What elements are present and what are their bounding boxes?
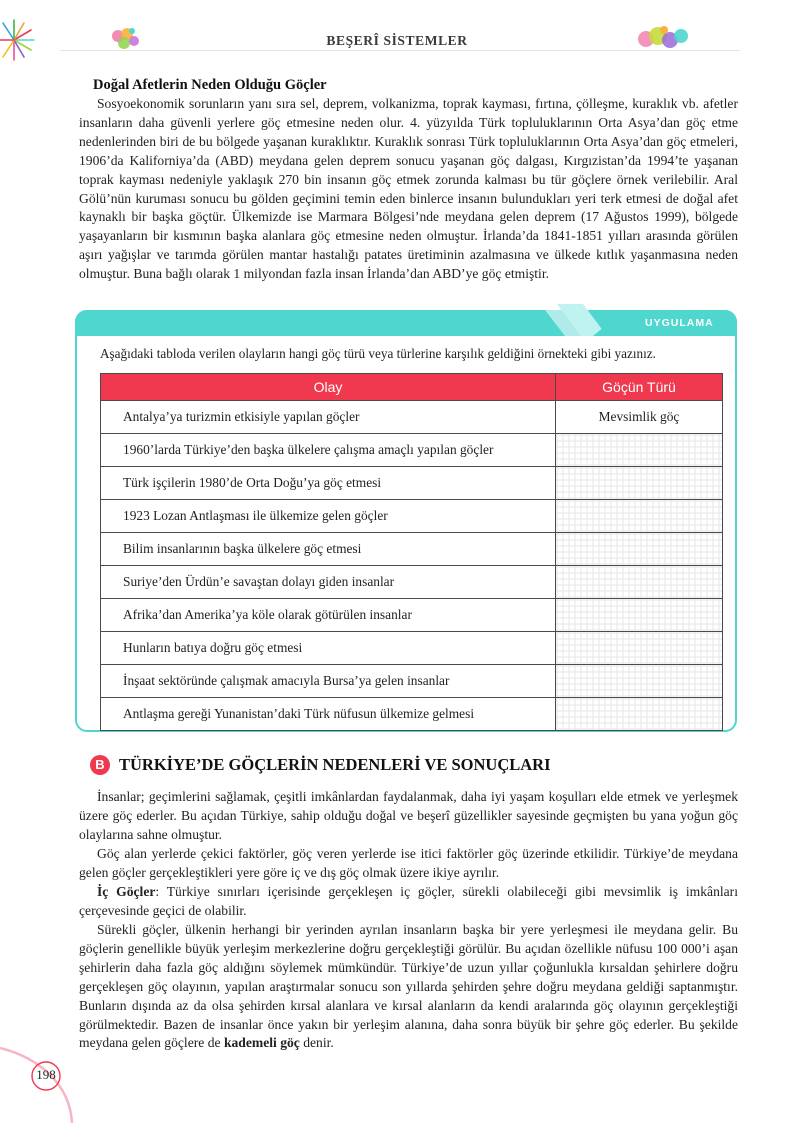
answer-cell[interactable] [556, 632, 723, 665]
body-paragraph [79, 921, 738, 1053]
table-row [101, 566, 723, 599]
table-row [101, 698, 723, 731]
event-cell: Antalya’ya turizmin etkisiyle yapılan göçler [101, 401, 556, 434]
section-b-title: TÜRKİYE’DE GÖÇLERİN NEDENLERİ VE SONUÇLARI [119, 755, 551, 774]
column-header-event: Olay [101, 374, 556, 401]
table-header-row [101, 374, 723, 401]
section-b-badge: B [90, 755, 110, 775]
migration-table [100, 373, 723, 731]
answer-cell[interactable] [556, 467, 723, 500]
answer-cell[interactable] [556, 665, 723, 698]
section-heading: Doğal Afetlerin Neden Olduğu Göçler [93, 77, 327, 93]
answer-cell[interactable] [556, 599, 723, 632]
answer-cell[interactable] [556, 698, 723, 731]
event-cell: Antlaşma gereği Yunanistan’daki Türk nüfusun ülkemize gelmesi [101, 698, 556, 731]
term-kademeli-goc: kademeli göç [223, 1035, 300, 1051]
table-row [101, 599, 723, 632]
header-cluster-right-decoration [636, 24, 692, 54]
table-row [101, 533, 723, 566]
uygulama-instruction: Aşağıdaki tabloda verilen olayların hangi göç türü veya türlerine karşılık geldiğini örnekteki gibi yazınız. [100, 346, 656, 361]
column-header-type: Göçün Türü [556, 374, 723, 401]
answer-cell: Mevsimlik göç [556, 401, 723, 434]
paragraph-text: Sürekli göçler, ülkenin herhangi bir yerinden ayrılan insanların başka bir yere yerleşmesi ile meydana gelir. Bu göçlerin genellikle büyük yerleşim merkezlerine doğru gerçekleştiği görülür. Bu açıdan özellikle nüfusu 100 000’i aşan şehirlerin daha fazla göç aldığını söylemek mümkündür. Türkiye’de uzun yıllar çoğunlukla kırsaldan şehirlere doğru gerçekleşen göç olayının, yapılan araştırmalar sonucu son yıllarda şehirden şehre doğru meydana geldiği saptanmıştır. Bunların dışında az da olsa şehirden kırsal alanlara ve kırsal alanların da kendi aralarında göç olayının gerçekleştiği görülmektedir. Bazen de insanlar önce yakın bir yerleşim alanına, daha sonra büyük bir şehre göç ederler. Bu şekilde meydana gelen göçlere de [79, 922, 738, 1051]
body-paragraph [79, 883, 738, 921]
table-row [101, 434, 723, 467]
answer-cell[interactable] [556, 434, 723, 467]
page-number: 198 [36, 1067, 56, 1082]
table-row [101, 632, 723, 665]
term-ic-gocler: İç Göçler [97, 884, 156, 899]
event-cell: Suriye’den Ürdün’e savaştan dolayı giden insanlar [101, 566, 556, 599]
answer-cell[interactable] [556, 566, 723, 599]
body-paragraph: Göç alan yerlerde çekici faktörler, göç veren yerlerde ise itici faktörler göç üzerinde etkilidir. Türkiye’de meydana gelen göçler gerçekleştikleri yere göre iç ve dış göç olmak üzere ikiye ayrılır. [79, 846, 738, 880]
table-row [101, 500, 723, 533]
body-paragraph: Sosyoekonomik sorunların yanı sıra sel, deprem, volkanizma, toprak kayması, fırtına, çölleşme, kuraklık vb. afetler insanların daha güvenli yerlere göç etmesine neden olur. 4. yüzyılda Türk topluluklarının Orta Asya’dan göç etme nedenlerinden biri de bu bölgede yaşanan kuraklıktır. Kuraklık sonrası Türk topluluklarının Orta Asya’dan göç etmeleri, 1906’da Kaliforniya’da (ABD) meydana gelen deprem sonucu yaşanan göç dalgası, Kırgızistan’da 1994’te yaşanan toprak kayması nedeniyle yaklaşık 270 bin insanın göç etmek zorunda kalması bu tür göçlere örnek verilebilir. Aral Gölü’nün kuruması sonucu bu gölden geçimini temin eden binlerce insanın bulundukları yeri terk etmesi de doğal afet kaynaklı bir başka göçtür. Ülkemizde ise Marmara Bölgesi’nde meydana gelen deprem (17 Ağustos 1999), bölgede yaşayanların bir kısmının başka alanlara göç etmesine neden olmuştur. İrlanda’da 1841-1851 yılları arasında görülen aşırı yağışlar ve tarımda görülen mantar hastalığı patates üretiminin azalmasına ve ülkede kıtlık yaşanmasına neden olmuştur. Buna bağlı olarak 1 milyondan fazla insan İrlanda’dan ABD’ye göç etmiştir. [79, 96, 738, 282]
table-row [101, 401, 723, 434]
table-row [101, 665, 723, 698]
event-cell: Bilim insanlarının başka ülkelere göç etmesi [101, 533, 556, 566]
uygulama-label: UYGULAMA [645, 317, 714, 329]
event-cell: İnşaat sektöründe çalışmak amacıyla Bursa’ya gelen insanlar [101, 665, 556, 698]
table-row [101, 467, 723, 500]
answer-cell[interactable] [556, 533, 723, 566]
event-cell: Türk işçilerin 1980’de Orta Doğu’ya göç etmesi [101, 467, 556, 500]
event-cell: Afrika’dan Amerika’ya köle olarak götürülen insanlar [101, 599, 556, 632]
paragraph-end: denir. [299, 1035, 334, 1051]
event-cell: 1923 Lozan Antlaşması ile ülkemize gelen göçler [101, 500, 556, 533]
uygulama-ribbon-decoration [545, 302, 645, 338]
body-paragraph: İnsanlar; geçimlerini sağlamak, çeşitli imkânlardan faydalanmak, daha iyi yaşam koşulları elde etmek ve yerleşmek üzere göç ederler. Bu açıdan Türkiye, sahip olduğu doğal ve beşerî güzellikler sayesinde geçmişten bu yana yoğun göç olaylarına sahne olmuştur. [79, 789, 738, 842]
answer-cell[interactable] [556, 500, 723, 533]
event-cell: 1960’larda Türkiye’den başka ülkelere çalışma amaçlı yapılan göçler [101, 434, 556, 467]
paragraph-text: : Türkiye sınırları içerisinde gerçekleşen iç göçler, sürekli olabileceği gibi mevsimlik iş imkânları çerçevesinde geçici de olabilir. [79, 884, 738, 918]
page-header-title: BEŞERÎ SİSTEMLER [326, 33, 468, 48]
event-cell: Hunların batıya doğru göç etmesi [101, 632, 556, 665]
